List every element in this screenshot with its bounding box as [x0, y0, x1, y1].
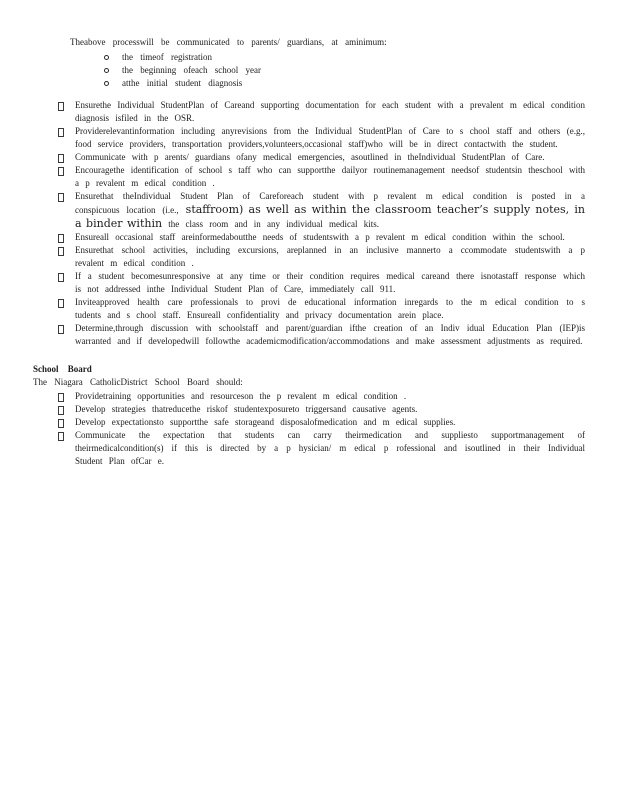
- checkbox-square-icon: [58, 102, 64, 111]
- checkbox-square-icon: [58, 393, 64, 402]
- list-item: [33, 296, 585, 322]
- list-item: [33, 125, 585, 151]
- list-item: [33, 164, 585, 190]
- checkbox-square-icon: [58, 299, 64, 308]
- list-item-text: atthe initial student diagnosis: [122, 78, 243, 88]
- list-item-text: Determine,through discussion with schoolstaff and parent/guardian ifthe creation of an Indiv idual Education Plan (IEP)is warranted and if developedwill followthe academicmodification/accommodations and make assessment adjustments as required.: [75, 323, 585, 346]
- list-item: [33, 322, 585, 348]
- intro-paragraph: Theabove processwill be communicated to parents/ guardians, at aminimum:: [70, 37, 387, 47]
- checkbox-square-icon: [58, 406, 64, 415]
- list-item-text: Communicate the expectation that students can carry theirmedication and suppliesto supportmanagement of theirmedicalcondition(s) if this is directed by a p hysician/ m edical p rofessional and isoutlined in their Individual Student Plan ofCar e.: [75, 430, 585, 466]
- list-item: [33, 151, 585, 164]
- list-item: [33, 51, 585, 64]
- list-item: [33, 403, 585, 416]
- checkbox-square-icon: [58, 234, 64, 243]
- checkbox-square-icon: [58, 325, 64, 334]
- list-item-text: Develop strategies thatreducethe riskof studentexposureto triggersand causative agents.: [75, 404, 418, 414]
- list-item-text: Encouragethe identification of school s taff who can supportthe dailyor routinemanagement needsof studentsin theschool with a p revalent m edical condition .: [75, 165, 585, 188]
- circle-bullet-icon: [104, 68, 109, 73]
- list-item: [33, 416, 585, 429]
- list-item-text: the class room and in any individual medical kits.: [168, 219, 380, 229]
- list-item: [33, 390, 585, 403]
- list-item-text: the timeof registration: [122, 52, 212, 62]
- section-heading: School Board: [33, 364, 92, 374]
- checkbox-square-icon: [58, 193, 64, 202]
- checkbox-square-icon: [58, 167, 64, 176]
- list-item: [33, 429, 585, 468]
- list-item-text: Ensurethat school activities, including excursions, areplanned in an inclusive mannerto a ccommodate studentswith a p revalent m edical condition .: [75, 245, 585, 268]
- list-item-text: Communicate with p arents/ guardians ofany medical emergencies, asoutlined in theIndividual StudentPlan of Care.: [75, 152, 545, 162]
- list-item: [33, 244, 585, 270]
- school-board-intro: The Niagara CatholicDistrict School Board should:: [33, 377, 243, 387]
- circle-bullet-icon: [104, 81, 109, 86]
- list-item-text: Providetraining opportunities and resourceson the p revalent m edical condition .: [75, 391, 407, 401]
- list-item-text: Ensurethat theIndividual Student Plan of Careforeach student with p revalent m edical condition is posted in a conspicuous location (i.e.,: [75, 191, 585, 215]
- list-item-text: Providerelevantinformation including anyrevisions from the Individual StudentPlan of Care to s chool staff and others (e.g., food service providers, transportation providers,volunteers,occasional staff)who will be in direct contactwith the student.: [75, 126, 585, 149]
- main-bullet-list: [33, 99, 585, 348]
- sub-bullet-list: [33, 51, 585, 90]
- list-item-text: Ensurethe Individual StudentPlan of Careand supporting documentation for each student with a prevalent m edical condition diagnosis isfiled in the OSR.: [75, 100, 585, 123]
- school-board-bullet-list: [33, 390, 585, 468]
- list-item: [33, 270, 585, 296]
- list-item-text: If a student becomesunresponsive at any time or their condition requires medical careand there isnotastaff response which is not addressed inthe Individual Student Plan of Care, immediately call 911.: [75, 271, 585, 294]
- checkbox-square-icon: [58, 273, 64, 282]
- list-item: [33, 99, 585, 125]
- checkbox-square-icon: [58, 128, 64, 137]
- list-item: [33, 64, 585, 77]
- checkbox-square-icon: [58, 419, 64, 428]
- list-item-text: Ensureall occasional staff areinformedaboutthe needs of studentswith a p revalent m edical condition within the school.: [75, 232, 565, 242]
- checkbox-square-icon: [58, 247, 64, 256]
- list-item-text: the beginning ofeach school year: [122, 65, 261, 75]
- list-item: [33, 77, 585, 90]
- emphasized-text: staffroom) as well as within the classroom teacher’s supply notes, in a binder within: [75, 203, 586, 230]
- list-item-text: Inviteapproved health care professionals to provi de educational information inregards to the m edical condition to s tudents and s chool staff. Ensureall confidentiality and privacy documentation arein place.: [75, 297, 585, 320]
- circle-bullet-icon: [104, 55, 109, 60]
- checkbox-square-icon: [58, 154, 64, 163]
- list-item-text: Develop expectationsto supportthe safe storageand disposalofmedication and m edical supplies.: [75, 417, 456, 427]
- list-item: [33, 190, 585, 231]
- list-item: [33, 231, 585, 244]
- checkbox-square-icon: [58, 432, 64, 441]
